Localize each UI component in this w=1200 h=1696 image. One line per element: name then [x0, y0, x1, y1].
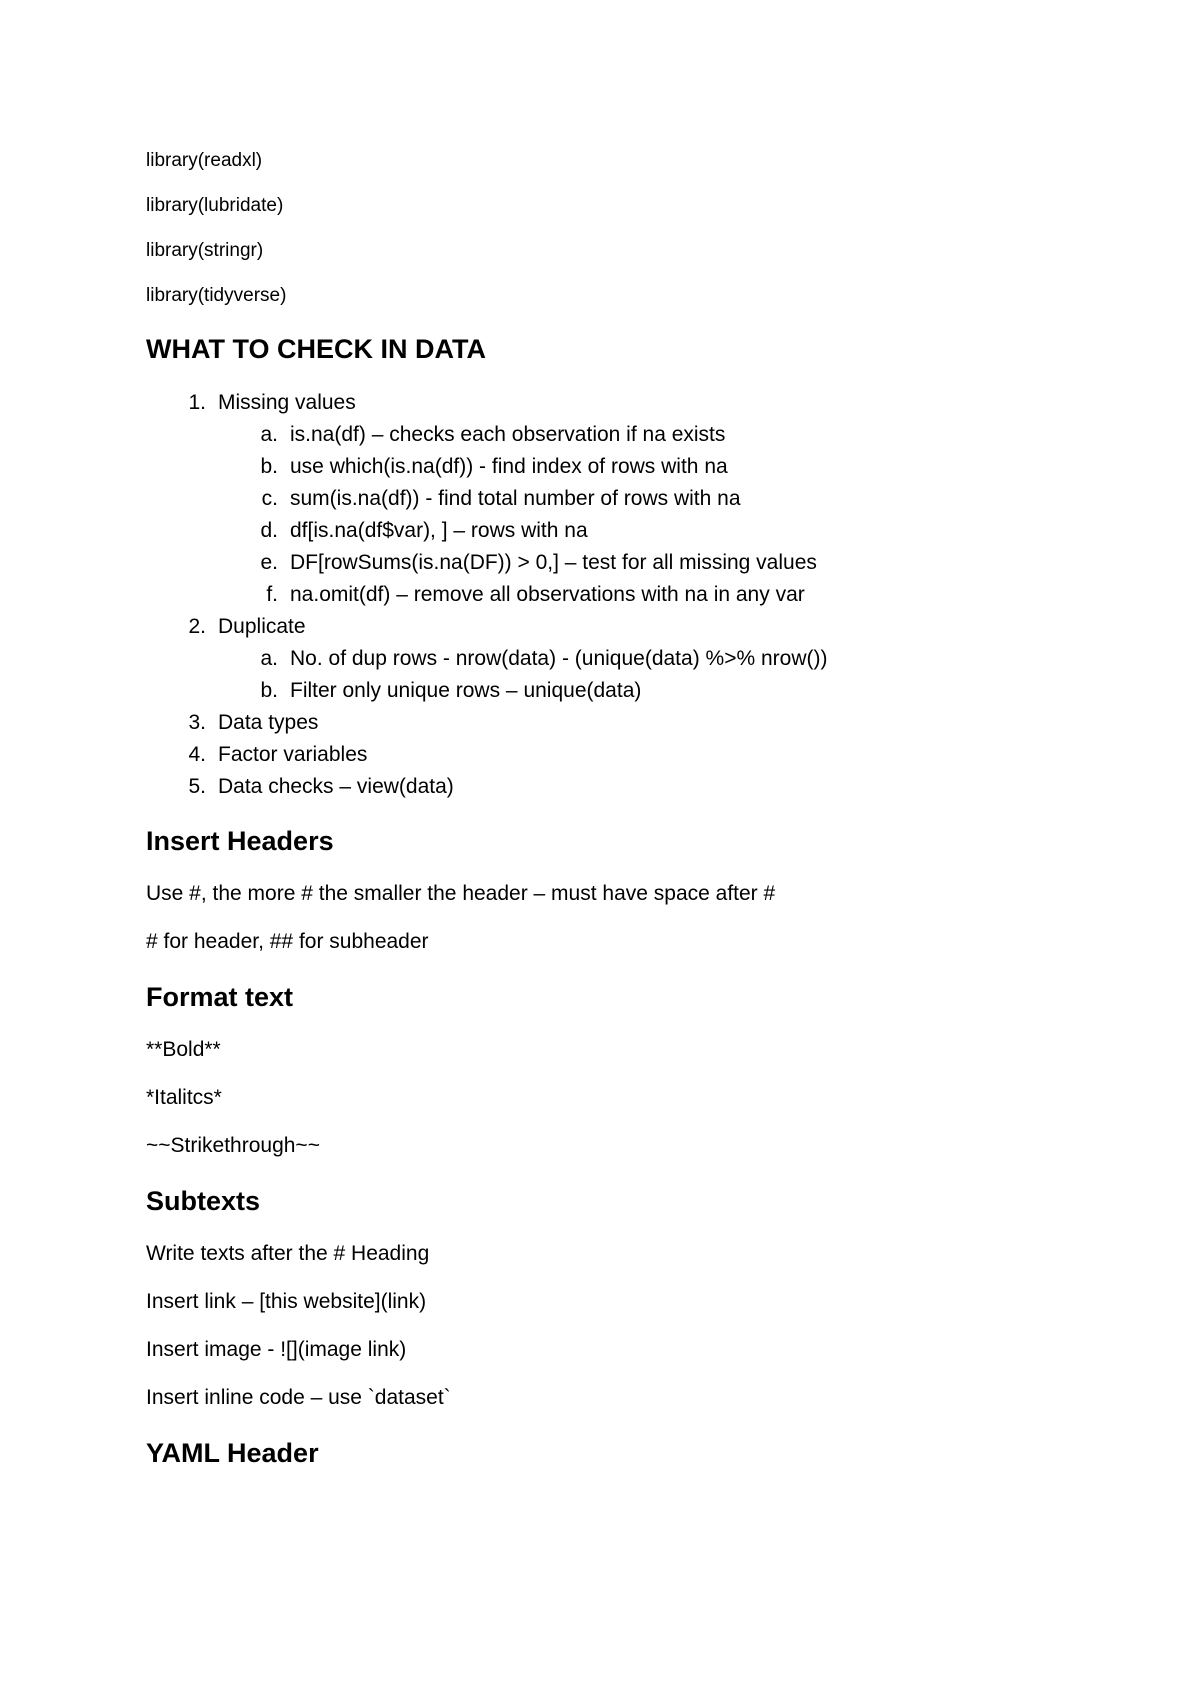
paragraph-headers-levels: # for header, ## for subheader — [146, 930, 429, 953]
library-line-readxl: library(readxl) — [146, 150, 263, 171]
list-marker: 2. — [188, 615, 206, 638]
sub-item-text: No. of dup rows - nrow(data) - (unique(data) %>% nrow()) — [290, 647, 828, 670]
heading-what-to-check: WHAT TO CHECK IN DATA — [146, 334, 486, 364]
list-item-text: Data types — [218, 711, 319, 734]
paragraph-headers-usage: Use #, the more # the smaller the header – must have space after # — [146, 882, 776, 905]
library-line-stringr: library(stringr) — [146, 240, 264, 261]
paragraph-write-texts: Write texts after the # Heading — [146, 1242, 430, 1265]
sub-item-text: is.na(df) – checks each observation if na exists — [290, 423, 726, 446]
paragraph-italics: *Italitcs* — [146, 1086, 222, 1109]
list-item-text: Factor variables — [218, 743, 368, 766]
sub-marker: d. — [260, 519, 278, 542]
paragraph-insert-image: Insert image - ![](image link) — [146, 1338, 407, 1361]
sub-item-text: Filter only unique rows – unique(data) — [290, 679, 642, 702]
sub-item-text: na.omit(df) – remove all observations with na in any var — [290, 583, 805, 606]
list-item-text: Data checks – view(data) — [218, 775, 454, 798]
list-marker: 4. — [188, 743, 206, 766]
list-marker: 5. — [188, 775, 206, 798]
list-marker: 1. — [188, 391, 206, 414]
library-line-tidyverse: library(tidyverse) — [146, 285, 287, 306]
list-marker: 3. — [188, 711, 206, 734]
sub-marker: a. — [260, 423, 278, 446]
paragraph-insert-link: Insert link – [this website](link) — [146, 1290, 427, 1313]
heading-insert-headers: Insert Headers — [146, 826, 334, 856]
sub-marker: b. — [260, 679, 278, 702]
heading-format-text: Format text — [146, 982, 294, 1012]
sub-item-text: sum(is.na(df)) - find total number of rows with na — [290, 487, 741, 510]
sub-marker: f. — [266, 583, 278, 606]
heading-yaml-header: YAML Header — [146, 1438, 319, 1468]
sub-marker: c. — [261, 487, 278, 510]
paragraph-inline-code: Insert inline code – use `dataset` — [146, 1386, 451, 1409]
paragraph-strikethrough: ~~Strikethrough~~ — [146, 1134, 320, 1157]
sub-item-text: DF[rowSums(is.na(DF)) > 0,] – test for all missing values — [290, 551, 817, 574]
sub-marker: e. — [260, 551, 278, 574]
list-item-text: Missing values — [218, 391, 356, 414]
heading-subtexts: Subtexts — [146, 1186, 261, 1216]
paragraph-bold: **Bold** — [146, 1038, 221, 1061]
sub-marker: a. — [260, 647, 278, 670]
library-line-lubridate: library(lubridate) — [146, 195, 284, 216]
sub-marker: b. — [260, 455, 278, 478]
sub-item-text: use which(is.na(df)) - find index of rows with na — [290, 455, 728, 478]
sub-item-text: df[is.na(df$var), ] – rows with na — [290, 519, 588, 542]
list-item-text: Duplicate — [218, 615, 306, 638]
